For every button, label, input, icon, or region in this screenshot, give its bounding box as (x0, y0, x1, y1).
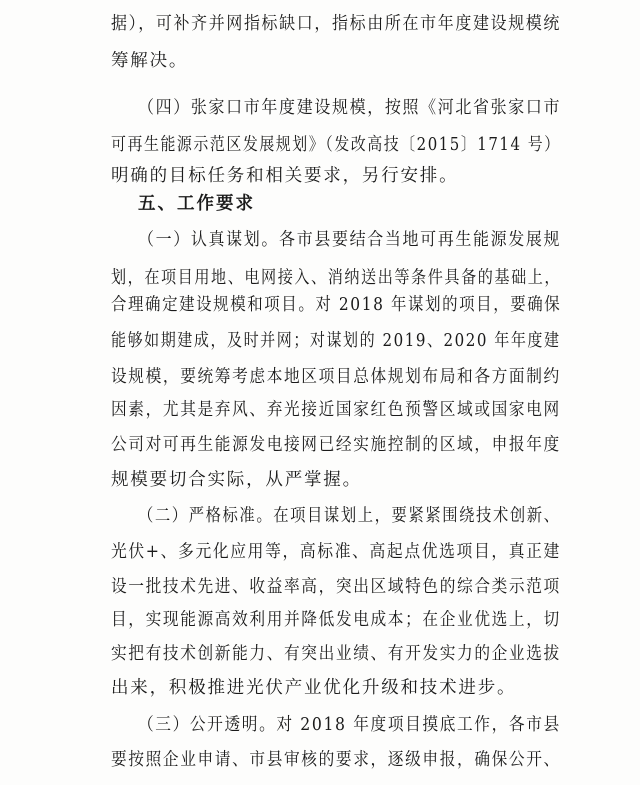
section-heading: 五、工作要求 (138, 194, 255, 214)
text-line: 设规模，要统筹考虑本地区项目总体规划布局和各方面制约 (111, 367, 561, 387)
text-line: 出来，积极推进光伏产业优化升级和技术进步。 (111, 678, 517, 698)
text-line: 要按照企业申请、市县审核的要求，逐级申报，确保公开、 (111, 750, 561, 770)
paragraph-line: （四）张家口市年度建设规模，按照《河北省张家口市 (138, 98, 562, 118)
text-line: 合理确定建设规模和项目。对 2018 年谋划的项目，要确保 (111, 295, 562, 315)
text-line: 光伏+、多元化应用等，高标准、高起点优选项目，真正建 (111, 542, 561, 562)
text-line: 可再生能源示范区发展规划》（发改高技〔2015〕1714 号） (111, 135, 561, 155)
paragraph-line: （三）公开透明。对 2018 年度项目摸底工作，各市县 (138, 715, 561, 735)
paragraph-line: （一）认真谋划。各市县要结合当地可再生能源发展规 (138, 230, 562, 250)
text-line: 规模要切合实际，从严掌握。 (111, 470, 362, 490)
text-line: 因素，尤其是弃风、弃光接近国家红色预警区域或国家电网 (111, 400, 561, 420)
text-line: 据），可补齐并网指标缺口，指标由所在市年度建设规模统 (111, 14, 562, 34)
text-line: 筹解决。 (111, 51, 189, 71)
text-line: 实把有技术创新能力、有突出业绩、有开发实力的企业选拔 (111, 644, 561, 664)
paragraph-line: （二）严格标准。在项目谋划上，要紧紧围绕技术创新、 (138, 506, 561, 526)
text-line: 明确的目标任务和相关要求，另行安排。 (111, 166, 459, 186)
text-line: 设一批技术先进、收益率高，突出区域特色的综合类示范项 (111, 577, 561, 597)
text-line: 能够如期建成，及时并网；对谋划的 2019、2020 年年度建 (111, 331, 561, 351)
text-line: 划，在项目用地、电网接入、消纳送出等条件具备的基础上， (111, 268, 562, 288)
text-line: 公司对可再生能源发电接网已经实施控制的区域，申报年度 (111, 435, 561, 455)
text-line: 目，实现能源高效利用并降低发电成本；在企业优选上，切 (111, 610, 561, 630)
